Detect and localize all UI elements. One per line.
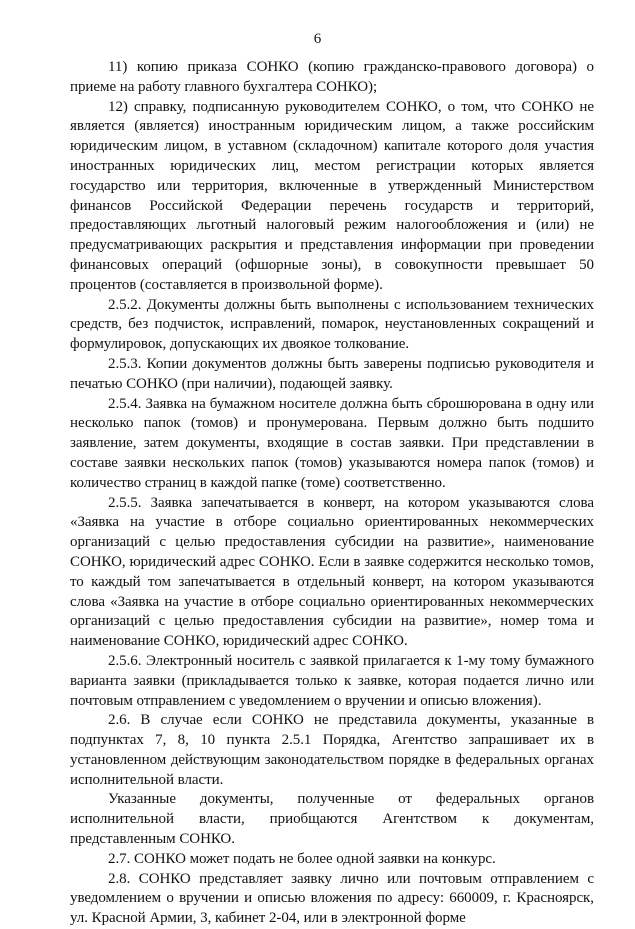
page-number: 6 [313, 31, 322, 47]
paragraph-2-5-3: 2.5.3. Копии документов должны быть заверены подписью руководителя и печатью СОНКО (при наличии), подающей заявку. [70, 355, 594, 392]
paragraph-item-12: 12) справку, подписанную руководителем СОНКО, о том, что СОНКО не является (является) иностранным юридическим лицом, а также российским юридическим лицом, в уставном (складочном) капитале которого доля участия иностранных юридических лиц, местом регистрации которых является государство или территория, включенные в утвержденный Министерством финансов Российской Федерации перечень государств и территорий, предоставляющих льготный налоговый режим налогообложения и (или) не предусматривающих раскрытия и представления информации при проведении финансовых операций (офшорные зоны), в совокупности превышает 50 процентов (составляется в произвольной форме). [70, 98, 594, 293]
paragraph-2-5-2: 2.5.2. Документы должны быть выполнены с использованием технических средств, без подчисток, исправлений, помарок, неустановленных сокращений и формулировок, допускающих их двоякое толкование. [70, 296, 594, 353]
document-body [70, 58, 594, 929]
paragraph-2-7: 2.7. СОНКО может подать не более одной заявки на конкурс. [108, 850, 496, 867]
paragraph-2-5-5: 2.5.5. Заявка запечатывается в конверт, на котором указываются слова «Заявка на участие в отборе социально ориентированных некоммерческих организаций с целью предоставления субсидии на развитие», наименование СОНКО, юридический адрес СОНКО. Если в заявке содержится несколько томов, то каждый том запечатывается в отдельный конверт, на котором указываются слова «Заявка на участие в отборе социально ориентированных некоммерческих организаций с целью предоставления субсидии на развитие», номер тома и наименование СОНКО, юридический адрес СОНКО. [70, 494, 594, 650]
paragraph-2-6: 2.6. В случае если СОНКО не представила документы, указанные в подпунктах 7, 8, 10 пункта 2.5.1 Порядка, Агентство запрашивает их в установленном действующим законодательством порядке в федеральных органах исполнительной власти. [70, 712, 594, 788]
paragraph-2-8: 2.8. СОНКО представляет заявку лично или почтовым отправлением с уведомлением о вручении и описью вложения по адресу: 660009, г. Красноярск, ул. Красной Армии, 3, кабинет 2-04, или в электронной форме [70, 870, 594, 927]
paragraph-2-5-4: 2.5.4. Заявка на бумажном носителе должна быть сброшюрована в одну или несколько папок (томов) и пронумерована. Первым должно быть подшито заявление, затем документы, входящие в состав заявки. При представлении в составе заявки нескольких папок (томов) указываются номера папок (томов) и количество страниц в каждой папке (томе) соответственно. [70, 395, 594, 491]
paragraph-2-5-6: 2.5.6. Электронный носитель с заявкой прилагается к 1-му тому бумажного варианта заявки (прикладывается только к заявке, которая подается лично или почтовым отправлением с уведомлением о вручении и описью вложения). [70, 652, 594, 709]
paragraph-item-11: 11) копию приказа СОНКО (копию гражданско-правового договора) о приеме на работу главного бухгалтера СОНКО); [70, 59, 594, 95]
paragraph-2-6-continued: Указанные документы, полученные от федеральных органов исполнительной власти, приобщаются Агентством к документам, представленным СОНКО. [70, 791, 594, 848]
